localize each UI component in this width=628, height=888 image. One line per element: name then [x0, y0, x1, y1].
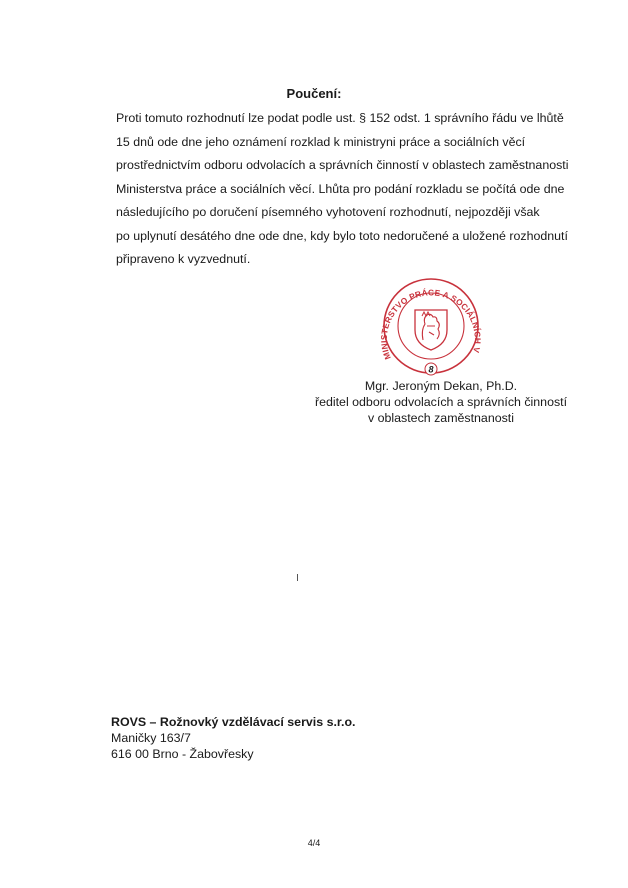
- notice-line: Ministerstva práce a sociálních věcí. Lhůta pro podání rozkladu se počítá ode dne: [116, 181, 565, 196]
- notice-line: 15 dnů ode dne jeho oznámení rozklad k ministryni práce a sociálních věcí: [116, 134, 526, 149]
- notice-line: následujícího po doručení písemného vyhotovení rozhodnutí, nejpozději však: [116, 205, 540, 219]
- margin-mark: [297, 574, 298, 581]
- stamp-number: 8: [428, 364, 434, 375]
- notice-line: připraveno k vyzvednutí.: [116, 252, 251, 266]
- recipient-address: [111, 714, 356, 762]
- notice-line: Proti tomuto rozhodnutí lze podat podle ust. § 152 odst. 1 správního řádu ve lhůtě: [116, 111, 564, 125]
- recipient-city: 616 00 Brno - Žabovřesky: [111, 747, 254, 761]
- notice-line: prostřednictvím odboru odvolacích a správních činností v oblastech zaměstnanosti: [116, 158, 569, 172]
- notice-heading: Poučení:: [286, 86, 342, 101]
- stamp-seal-icon: [367, 268, 495, 380]
- signature-block: [300, 378, 582, 426]
- recipient-street: Maničky 163/7: [111, 731, 191, 745]
- notice-paragraph: [116, 107, 569, 272]
- stamp-text: MINISTERSTVO PRÁCE A SOCIÁLNÍCH V: [378, 287, 483, 361]
- notice-line: po uplynutí desátého dne ode dne, kdy bylo toto nedoručené a uložené rozhodnutí: [116, 228, 568, 243]
- official-stamp: [367, 268, 495, 380]
- signatory-name: Mgr. Jeroným Dekan, Ph.D.: [364, 379, 518, 393]
- signatory-role: ředitel odboru odvolacích a správních činností: [314, 395, 568, 409]
- signatory-department: v oblastech zaměstnanosti: [367, 411, 514, 425]
- recipient-company: ROVS – Rožnovký vzdělávací servis s.r.o.: [111, 715, 356, 729]
- page-number: 4/4: [307, 838, 321, 848]
